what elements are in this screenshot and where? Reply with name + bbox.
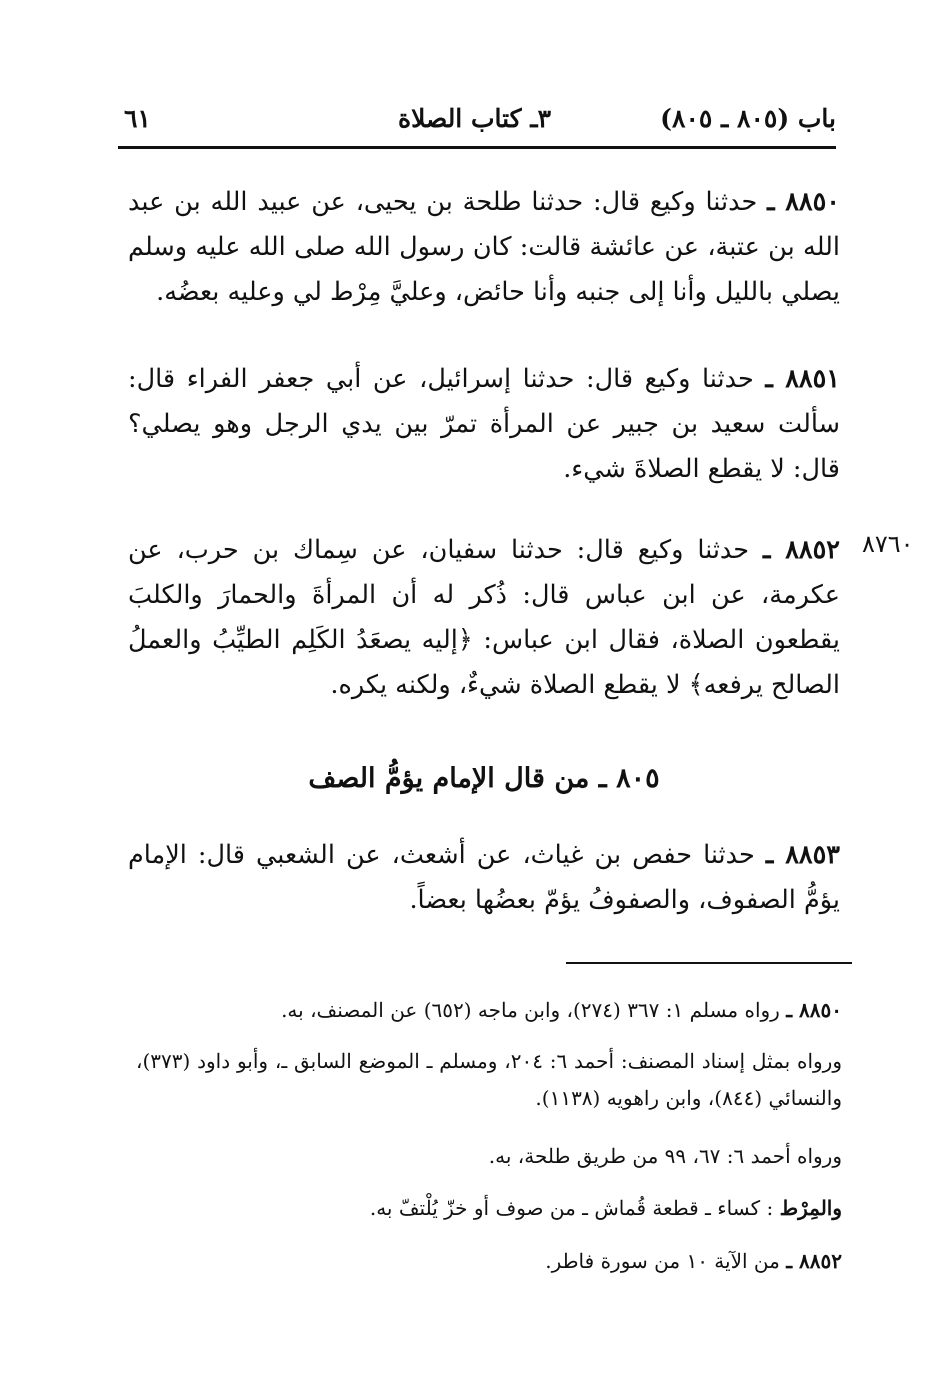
hadith-number: ٨٨٥٠ ـ — [767, 187, 840, 217]
footnote-text: من الآية ١٠ من سورة فاطر. — [545, 1249, 780, 1273]
section-title: ٨٠٥ ـ من قال الإمام يؤمُّ الصف — [308, 763, 660, 794]
chapter-reference: باب (٨٠٥ ـ ٨٠٥) — [660, 104, 836, 133]
footnote-text: ورواه أحمد ٦: ٦٧، ٩٩ من طريق طلحة، به. — [488, 1144, 842, 1168]
footnote-term: والمِرْط — [779, 1196, 842, 1220]
footnote — [136, 1243, 842, 1280]
footnote — [136, 1190, 842, 1227]
hadith-8851 — [128, 357, 840, 492]
hadith-number: ٨٨٥٢ ـ — [763, 535, 840, 565]
book-title: ٣ـ كتاب الصلاة — [398, 104, 552, 133]
hadith-text: حدثنا حفص بن غياث، عن أشعث، عن الشعبي قال: الإمام يؤمُّ الصفوف، والصفوفُ يؤمّ بعضُها بعضاً. — [128, 840, 840, 915]
footnote-number: ٨٨٥٠ ـ — [786, 998, 842, 1022]
footnote-number: ٨٨٥٢ ـ — [786, 1249, 842, 1273]
margin-number: ٨٧٦٠ — [862, 530, 914, 558]
hadith-number: ٨٨٥٣ ـ — [765, 840, 840, 870]
page-number: ٦١ — [124, 104, 151, 133]
hadith-8853 — [128, 833, 840, 923]
footnote-text: : كساء ـ قطعة قُماش ـ من صوف أو خزّ يُلْتفّ به. — [369, 1196, 774, 1220]
footnote — [136, 1138, 842, 1175]
footnote-text: ورواه بمثل إسناد المصنف: أحمد ٦: ٢٠٤، ومسلم ـ الموضع السابق ـ، وأبو داود (٣٧٣)، والنسائي (٨٤٤)، وابن راهويه (١١٣٨). — [136, 1049, 842, 1110]
hadith-text: حدثنا وكيع قال: حدثنا سفيان، عن سِماك بن حرب، عن عكرمة، عن ابن عباس قال: ذُكر له أن المرأةَ والحمارَ والكلبَ يقطعون الصلاة، فقال ابن عباس: ﴿إليه يصعَدُ الكَلِم الطيِّبُ والعملُ الصالح يرفعه﴾ لا يقطع الصلاة شيءٌ، ولكنه يكره. — [128, 535, 840, 700]
footnote-text: رواه مسلم ١: ٣٦٧ (٢٧٤)، وابن ماجه (٦٥٢) عن المصنف، به. — [281, 998, 780, 1022]
hadith-8852 — [128, 528, 840, 708]
footnote — [136, 992, 842, 1029]
hadith-text: حدثنا وكيع قال: حدثنا إسرائيل، عن أبي جعفر الفراء قال: سألت سعيد بن جبير عن المرأة تمرّ بين يدي الرجل وهو يصلي؟ قال: لا يقطع الصلاةَ شيء. — [128, 364, 840, 484]
hadith-text: حدثنا وكيع قال: حدثنا طلحة بن يحيى، عن عبيد الله بن عبد الله بن عتبة، عن عائشة قالت: كان رسول الله صلى الله عليه وسلم يصلي بالليل وأنا إلى جنبه وأنا حائض، وعليَّ مِرْط لي وعليه بعضُه. — [128, 187, 840, 307]
hadith-number: ٨٨٥١ ـ — [765, 364, 841, 394]
footnote — [136, 1043, 842, 1117]
footnote-divider — [566, 962, 852, 964]
page-header — [118, 96, 836, 149]
hadith-8850 — [128, 180, 840, 315]
